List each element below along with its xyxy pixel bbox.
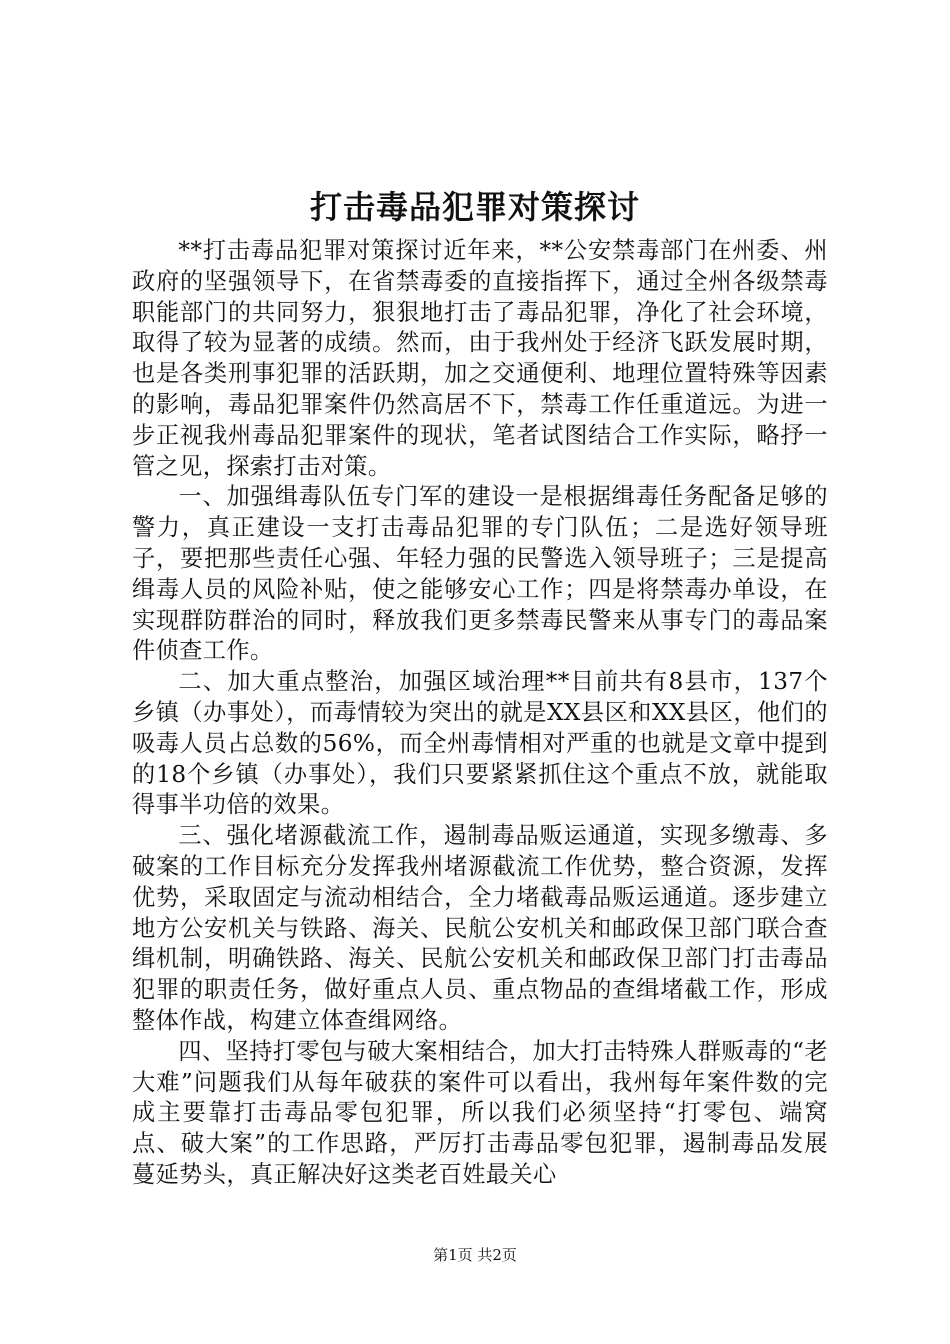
paragraph-section-2: 二、加大重点整治，加强区域治理**目前共有8县市，137个乡镇（办事处），而毒情较为突出的就是XX县区和XX县区，他们的吸毒人员占总数的56%，而全州毒情相对严重的也就是文章中提到的18个乡镇（办事处），我们只要紧紧抓住这个重点不放，就能取得事半功倍的效果。	[132, 668, 828, 819]
page-number-footer: 第1页 共2页	[433, 1246, 517, 1264]
paragraph-section-4: 四、坚持打零包与破大案相结合，加大打击特殊人群贩毒的“老大难”问题我们从每年破获的案件可以看出，我州每年案件数的完成主要靠打击毒品零包犯罪，所以我们必须坚持“打零包、端窝点、破大案”的工作思路，严厉打击毒品零包犯罪，遏制毒品发展蔓延势头，真正解决好这类老百姓最关心	[132, 1037, 828, 1188]
document-title: 打击毒品犯罪对策探讨	[309, 188, 640, 226]
paragraph-section-3: 三、强化堵源截流工作，遏制毒品贩运通道，实现多缴毒、多破案的工作目标充分发挥我州堵源截流工作优势，整合资源，发挥优势，采取固定与流动相结合，全力堵截毒品贩运通道。逐步建立地方公安机关与铁路、海关、民航公安机关和邮政保卫部门联合查缉机制，明确铁路、海关、民航公安机关和邮政保卫部门打击毒品犯罪的职责任务，做好重点人员、重点物品的查缉堵截工作，形成整体作战，构建立体查缉网络。	[132, 822, 828, 1034]
paragraph-intro: **打击毒品犯罪对策探讨近年来，**公安禁毒部门在州委、州政府的坚强领导下，在省禁毒委的直接指挥下，通过全州各级禁毒职能部门的共同努力，狠狠地打击了毒品犯罪，净化了社会环境，取得了较为显著的成绩。然而，由于我州处于经济飞跃发展时期，也是各类刑事犯罪的活跃期，加之交通便利、地理位置特殊等因素的影响，毒品犯罪案件仍然高居不下，禁毒工作任重道远。为进一步正视我州毒品犯罪案件的现状，笔者试图结合工作实际，略抒一管之见，探索打击对策。	[132, 237, 828, 480]
document-body	[132, 236, 828, 1191]
paragraph-section-1: 一、加强缉毒队伍专门军的建设一是根据缉毒任务配备足够的警力，真正建设一支打击毒品犯罪的专门队伍；二是选好领导班子，要把那些责任心强、年轻力强的民警选入领导班子；三是提高缉毒人员的风险补贴，使之能够安心工作；四是将禁毒办单设，在实现群防群治的同时，释放我们更多禁毒民警来从事专门的毒品案件侦查工作。	[132, 483, 828, 665]
